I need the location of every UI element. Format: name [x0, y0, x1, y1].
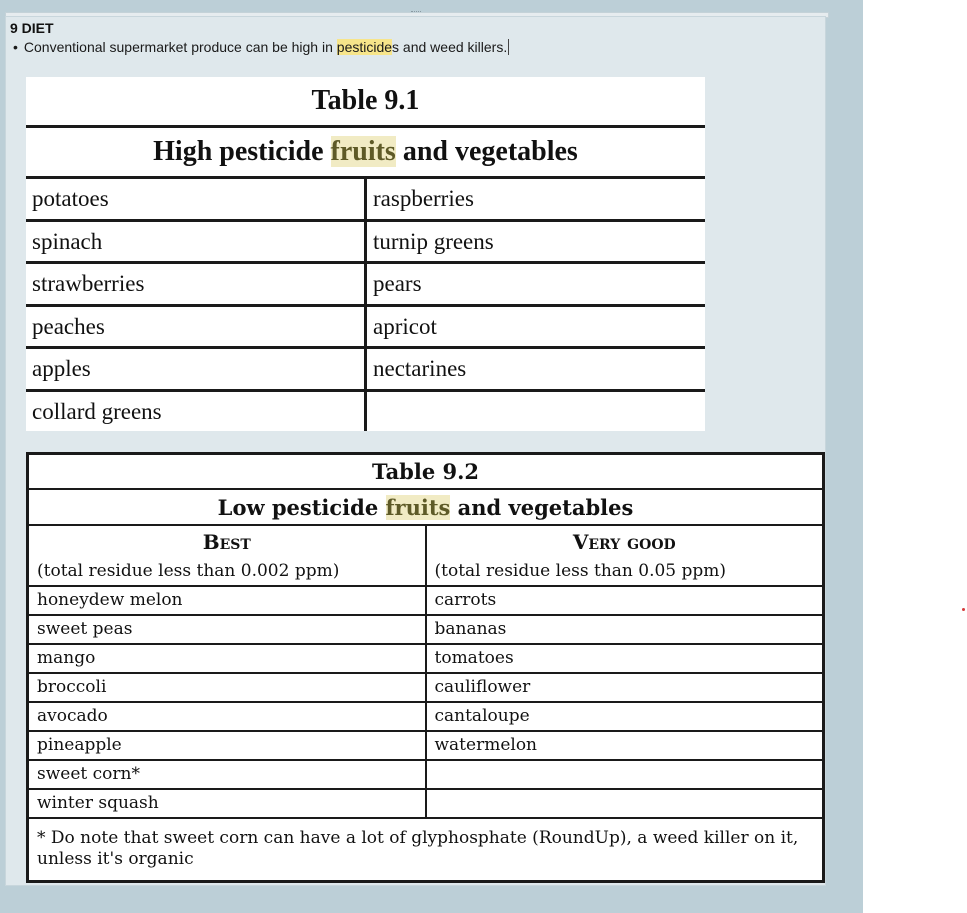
search-highlight: pesticide: [336, 39, 393, 55]
bullet-text-end: s and weed killers.: [392, 39, 508, 55]
table-cell: tomatoes: [426, 644, 823, 673]
table-9-1-image[interactable]: [26, 77, 705, 431]
table-row: [26, 263, 705, 306]
table-9-2-image[interactable]: [26, 452, 825, 883]
table2-highlight-word: fruits: [385, 494, 451, 520]
table-row: [26, 391, 705, 431]
table-row: [29, 673, 822, 702]
table-cell: sweet corn*: [29, 760, 426, 789]
column-header-best: Best: [29, 525, 426, 558]
table-cell: pineapple: [29, 731, 426, 760]
drag-handle-dots[interactable]: [411, 11, 421, 15]
page-title: 9 DIET: [10, 20, 54, 36]
table-row: [26, 348, 705, 391]
bullet-paragraph[interactable]: [13, 39, 509, 55]
bullet-text-start: Conventional supermarket produce can be high in: [23, 39, 337, 55]
table-row: [26, 305, 705, 348]
table-cell: pears: [366, 263, 706, 306]
table1-highlight-word: fruits: [330, 135, 396, 167]
table2-caption: Table 9.2: [29, 455, 822, 489]
table2-subtitle: Low pesticide fruits and vegetables: [29, 489, 822, 525]
table-row: [29, 586, 822, 615]
table-row: [26, 178, 705, 221]
column-desc-very-good: (total residue less than 0.05 ppm): [426, 558, 823, 586]
table-cell: carrots: [426, 586, 823, 615]
text-cursor: [508, 39, 509, 55]
red-marker-dot: [962, 608, 965, 611]
table-cell: nectarines: [366, 348, 706, 391]
table-row: [29, 615, 822, 644]
table-cell: potatoes: [26, 178, 366, 221]
bullet-dot-icon: •: [13, 39, 18, 55]
table-cell: apricot: [366, 305, 706, 348]
column-desc-best: (total residue less than 0.002 ppm): [29, 558, 426, 586]
table-cell: [366, 391, 706, 431]
table-cell: avocado: [29, 702, 426, 731]
table-cell: [426, 760, 823, 789]
table-row: [29, 789, 822, 818]
table-cell: strawberries: [26, 263, 366, 306]
table-cell: mango: [29, 644, 426, 673]
table-cell: cantaloupe: [426, 702, 823, 731]
table-row: [29, 702, 822, 731]
column-header-very-good: Very good: [426, 525, 823, 558]
table-cell: spinach: [26, 220, 366, 263]
table-cell: honeydew melon: [29, 586, 426, 615]
table1-subtitle: High pesticide fruits and vegetables: [26, 126, 705, 177]
table-cell: peaches: [26, 305, 366, 348]
table-cell: winter squash: [29, 789, 426, 818]
table-cell: cauliflower: [426, 673, 823, 702]
table-cell: turnip greens: [366, 220, 706, 263]
table-cell: bananas: [426, 615, 823, 644]
table-cell: raspberries: [366, 178, 706, 221]
table1-caption: Table 9.1: [26, 77, 705, 126]
table-row: [29, 731, 822, 760]
table-row: [29, 644, 822, 673]
table-cell: broccoli: [29, 673, 426, 702]
table-cell: [426, 789, 823, 818]
table-cell: collard greens: [26, 391, 366, 431]
table-cell: apples: [26, 348, 366, 391]
table-row: [26, 220, 705, 263]
table-row: [29, 760, 822, 789]
table-cell: watermelon: [426, 731, 823, 760]
table2-footnote: * Do note that sweet corn can have a lot of glyphosphate (RoundUp), a weed killer on it, unless it's organic: [29, 818, 822, 880]
table-cell: sweet peas: [29, 615, 426, 644]
